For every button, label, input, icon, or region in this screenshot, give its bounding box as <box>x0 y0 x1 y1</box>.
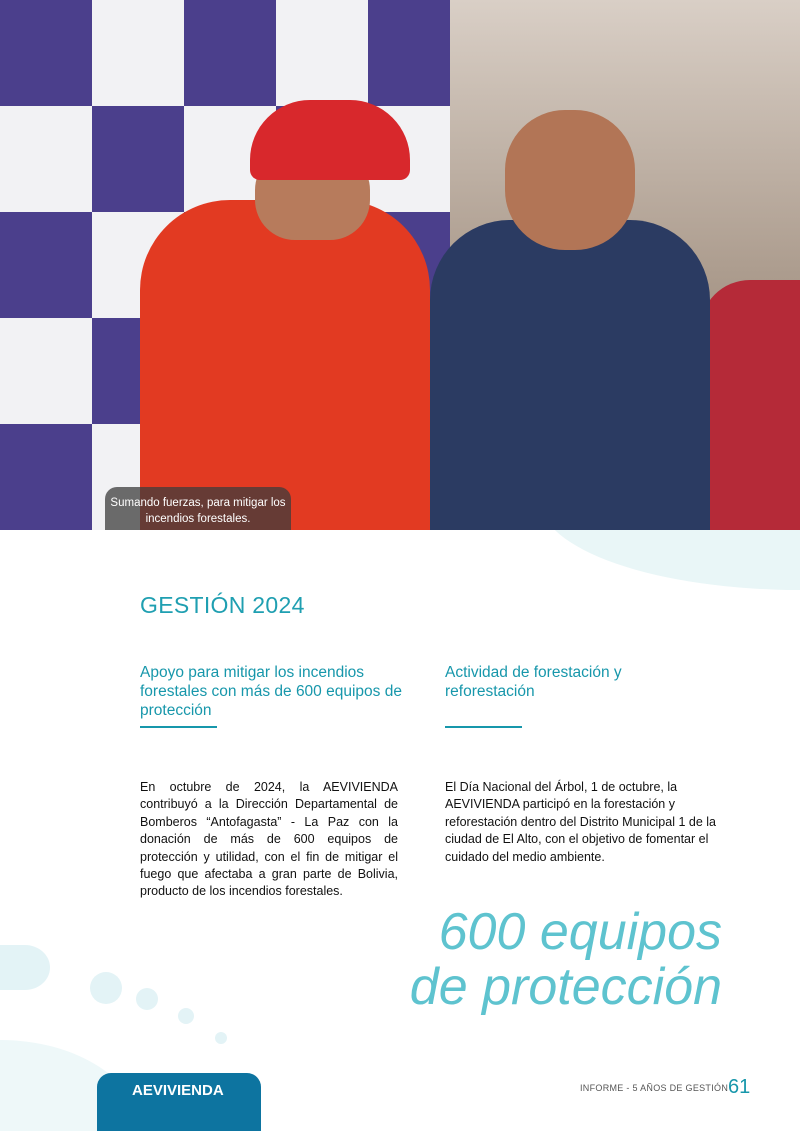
decor-dot <box>178 1008 194 1024</box>
left-heading: Apoyo para mitigar los incendios forestales con más de 600 equipos de protección <box>140 664 402 719</box>
decor-dot <box>215 1032 227 1044</box>
person-vest-face <box>505 110 635 250</box>
footer-report-title: INFORME - 5 AÑOS DE GESTIÓN <box>580 1083 729 1093</box>
page-number: 61 <box>728 1076 751 1098</box>
firefighter <box>140 200 430 530</box>
right-heading: Actividad de forestación y reforestación <box>445 664 622 700</box>
photo-caption: Sumando fuerzas, para mitigar los incendios forestales. <box>105 487 291 530</box>
event-photo <box>0 0 800 530</box>
highlight-line-2: de protección <box>409 958 722 1016</box>
decor-dot <box>136 988 158 1010</box>
right-heading-rule <box>445 726 522 728</box>
person-vest <box>430 220 710 530</box>
section-title: GESTIÓN 2024 <box>140 592 305 618</box>
left-body: En octubre de 2024, la AEVIVIENDA contribuyó a la Dirección Departamental de Bomberos “Antofagasta” - La Paz con la donación de más de 600 equipos de protección y utilidad, con el fin de mitigar el fuego que afectaba a gran parte de Bolivia, producto de los incendios forestales. <box>140 780 398 899</box>
firefighter-cap <box>250 100 410 180</box>
right-body: El Día Nacional del Árbol, 1 de octubre, la AEVIVIENDA participó en la forestación y reforestación dentro del Distrito Municipal 1 de la ciudad de El Alto, con el objetivo de fomentar el cuidado del medio ambiente. <box>445 780 716 864</box>
decor-dot <box>90 972 122 1004</box>
highlight-line-1: 600 equipos <box>438 903 722 961</box>
footer-org-tab: AEVIVIENDA <box>97 1073 261 1131</box>
left-heading-rule <box>140 726 217 728</box>
highlight-quote <box>410 905 722 1015</box>
decor-dot <box>0 945 50 990</box>
person-right <box>700 280 800 530</box>
